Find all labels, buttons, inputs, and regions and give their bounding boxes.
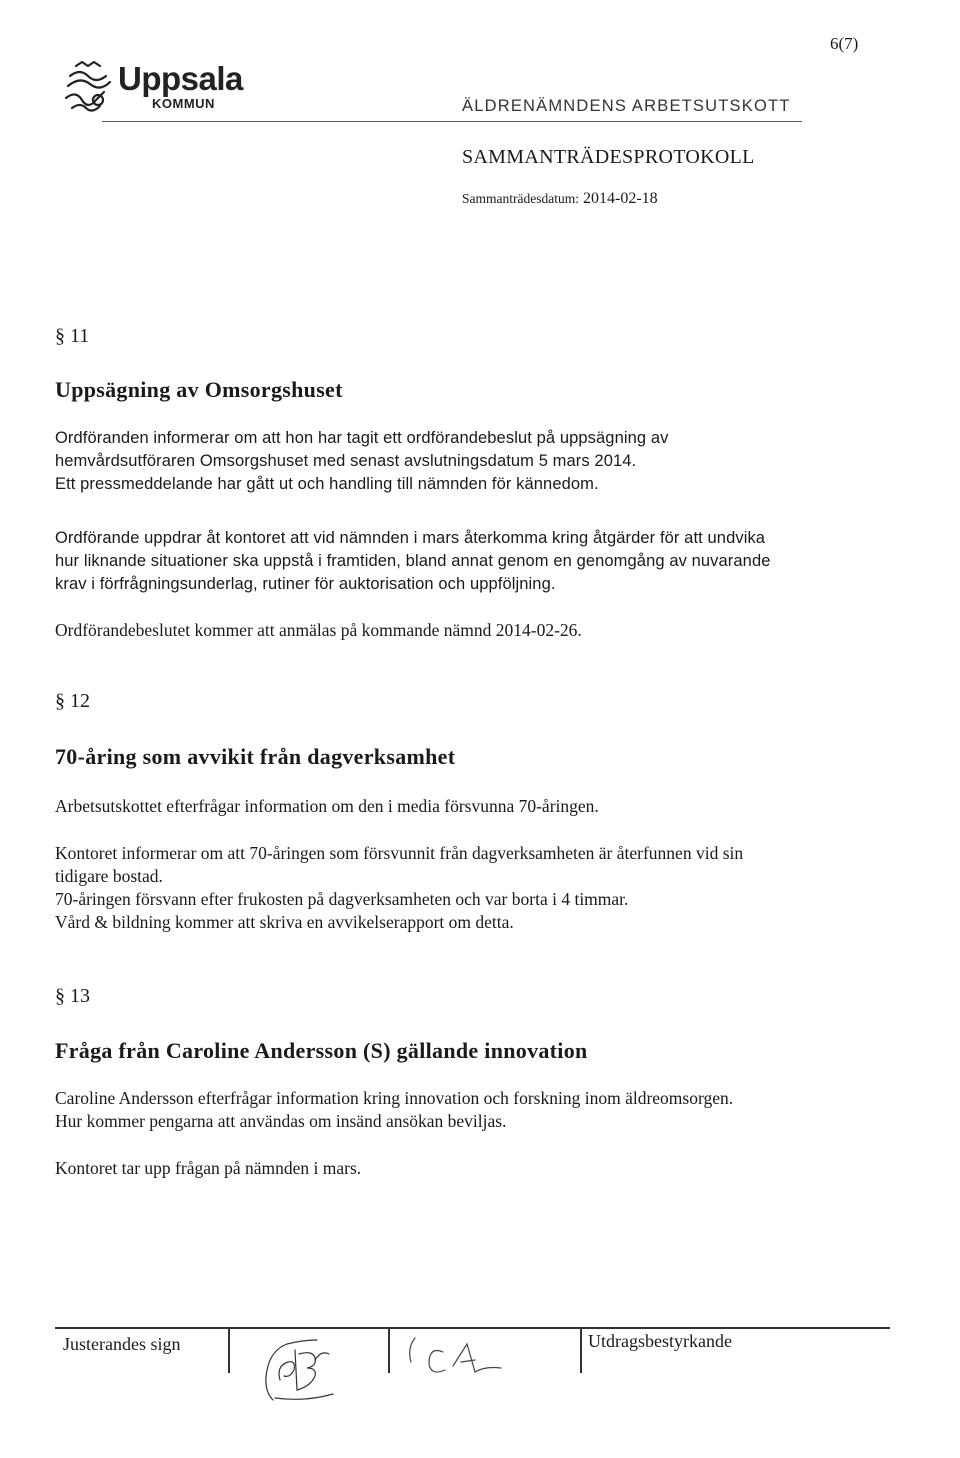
- section-paragraph: Ordförandebeslutet kommer att anmälas på kommande nämnd 2014-02-26.: [55, 620, 582, 640]
- signature-divider: [388, 1329, 390, 1373]
- section-number: § 13: [55, 985, 90, 1007]
- section-paragraph: Caroline Andersson efterfrågar information kring innovation och forskning inom äldreomsorgen. Hur kommer pengarna att användas om insänd ansökan beviljas.: [55, 1088, 734, 1131]
- section-paragraph: Ordföranden informerar om att hon har tagit ett ordförandebeslut på uppsägning av hemvårdsutföraren Omsorgshuset med senast avslutningsdatum 5 mars 2014. Ett pressmeddelande har gått ut och handling till nämnden för kännedom.: [55, 429, 669, 493]
- meeting-date-value: 2014-02-18: [582, 190, 658, 207]
- handwritten-initials-signature-2: [395, 1332, 515, 1392]
- protocol-title: SAMMANTRÄDESPROTOKOLL: [462, 146, 755, 168]
- section-number: § 11: [55, 325, 90, 347]
- logo-wordmark: Uppsala: [118, 60, 243, 97]
- meeting-date: [462, 190, 658, 208]
- signature-divider: [228, 1329, 230, 1373]
- section-title: 70-åring som avvikit från dagverksamhet: [55, 744, 456, 769]
- signature-rule: [55, 1327, 890, 1329]
- handwritten-initials-signature: [255, 1330, 345, 1410]
- section-paragraph: Arbetsutskottet efterfrågar information om den i media försvunna 70-åringen.: [55, 796, 599, 816]
- section-title: Fråga från Caroline Andersson (S) gällande innovation: [55, 1038, 588, 1063]
- justerandes-sign-label: Justerandes sign: [63, 1334, 181, 1354]
- header-divider: [102, 121, 802, 122]
- section-paragraph: Kontoret informerar om att 70-åringen som försvunnit från dagverksamheten är återfunnen vid sin tidigare bostad. 70-åringen försvann efter frukosten på dagverksamheten och var borta i 4 timmar. Vård & bildning kommer att skriva en avvikelserapport om detta.: [55, 843, 744, 932]
- section-paragraph: Ordförande uppdrar åt kontoret att vid nämnden i mars återkomma kring åtgärder för att undvika hur liknande situationer ska uppstå i framtiden, bland annat genom en genomgång av nuvarande krav i förfrågningsunderlag, rutiner för auktorisation och uppföljning.: [55, 529, 771, 593]
- signature-divider: [580, 1329, 582, 1373]
- logo-subtitle: KOMMUN: [152, 96, 215, 111]
- page-number: 6(7): [830, 34, 859, 53]
- coat-of-arms-icon: [62, 60, 114, 114]
- utdragsbestyrkande-label: Utdragsbestyrkande: [588, 1331, 732, 1351]
- section-paragraph: Kontoret tar upp frågan på nämnden i mars.: [55, 1158, 362, 1178]
- committee-name: ÄLDRENÄMNDENS ARBETSUTSKOTT: [462, 97, 791, 115]
- section-title: Uppsägning av Omsorgshuset: [55, 377, 343, 402]
- meeting-date-label: Sammanträdesdatum:: [462, 191, 579, 206]
- section-number: § 12: [55, 690, 90, 712]
- uppsala-kommun-logo: [62, 60, 282, 118]
